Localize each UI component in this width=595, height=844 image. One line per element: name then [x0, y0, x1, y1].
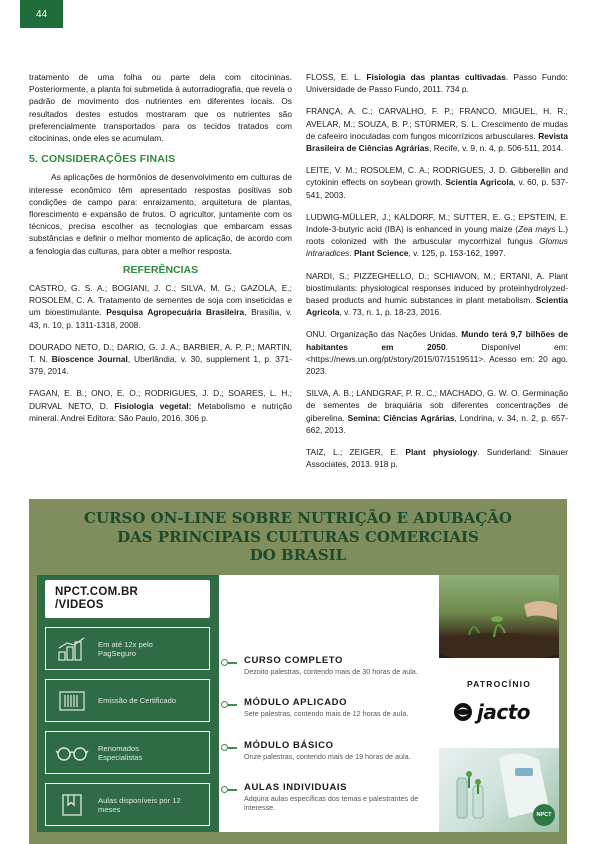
references-title: REFERÊNCIAS — [122, 263, 199, 276]
reference-bold: Fisiologia das plantas cultivadas — [366, 72, 506, 82]
reference-pre: LUDWIG-MÜLLER, J.; KALDORF, M.; SUTTER, E. G.; EPSTEIN, E. Indole-3-butyric acid (IBA) is enhanced in young maize ( — [306, 211, 568, 235]
reference-pre: CASTRO, G. S. A.; BOGIANI, J. C.; SILVA, M. G.; GAZOLA, E.; ROSOLEM, C. A. Tratamento de sementes de soja com inseticidas e um bioestimulante. — [29, 283, 292, 318]
feature-text: Em até 12x pelo PagSeguro — [98, 639, 153, 658]
seedling-photo — [439, 575, 559, 658]
reference-post: . Disponível em: <https://news.un.org/pt/story/2015/07/1519511>. Acesso em: 20 ago. 2023. — [306, 341, 568, 377]
reference-mid: L.) roots colonized with the arbuscular mycorrhizal fungus — [306, 224, 568, 247]
bookmark-icon — [46, 793, 98, 817]
module-title: MÓDULO APLICADO — [244, 697, 348, 708]
reference-post: , v. 60, p. 537-541, 2003. — [306, 177, 568, 200]
course-advertisement[interactable] — [29, 499, 567, 844]
reference-italic2: Glomus intraradices — [306, 236, 568, 259]
intro-paragraph: tratamento de uma folha ou parte dela com citocininas. Posteriormente, a planta foi submetida à autorradiografia, que revela o padrão de movimento dos nutrientes em diferentes locais. Os resultados destes estudos mostraram que os nutrientes são preferencialmente transportados para os tecidos tratados com citocininas, onde eles se acumulam. — [29, 72, 292, 144]
module-description: Adquira aulas específicas dos temas e palestrantes de interesse. — [244, 794, 419, 812]
url-path: /VIDEOS — [55, 599, 104, 611]
ad-title-line: DAS PRINCIPAIS CULTURAS COMERCIAIS — [117, 527, 479, 546]
reference-entry — [306, 387, 568, 436]
feature-text: Aulas disponíveis por 12 meses — [98, 795, 181, 814]
reference-post: , v. 125, p. 153-162, 1997. — [408, 248, 506, 259]
feature-experts — [45, 731, 210, 774]
npct-badge: NPCT — [533, 804, 555, 826]
reference-entry — [306, 270, 568, 319]
right-references-list — [306, 71, 568, 470]
reference-entry — [29, 341, 292, 378]
bullet-circle-icon — [221, 786, 228, 793]
reference-bold: Pesquisa Agropecuária Brasileira — [106, 307, 245, 318]
ad-features-panel — [37, 575, 219, 832]
reference-mid2: . — [349, 248, 354, 259]
reference-post: . Sunderland: Sinauer Associates, 2013. 918 p. — [306, 447, 569, 470]
reference-post: Metabolismo e nutrição mineral. Andrei Editora: São Paulo, 2016. 306 p. — [29, 400, 292, 423]
sponsor-label: PATROCÍNIO — [466, 679, 532, 689]
reference-entry — [306, 446, 568, 470]
ad-title — [29, 509, 567, 565]
reference-pre: DOURADO NETO, D.; DARIO, G. J. A.; BARBIER, A. P. P.; MARTIN, T. N. — [29, 341, 292, 365]
jacto-logo-icon — [453, 702, 473, 722]
reference-pre: ONU. Organização das Nações Unidas. — [306, 329, 462, 340]
feature-text: Renomados Especialistas — [98, 743, 143, 762]
reference-pre: FRANÇA, A. C.; CARVALHO, F. P.; FRANCO, MIGUEL, H. R.; AVELAR, M.; SOUZA, B. P.; STÜRMER, S. L. Crescimento de mudas de cafeeiro inoculadas com fungos micorrízicos arbusculares. — [306, 106, 568, 141]
reference-bold: Scientia Agricola — [445, 177, 514, 188]
reference-entry — [306, 105, 568, 154]
module-title: MÓDULO BÁSICO — [244, 740, 334, 751]
reference-entry — [29, 387, 292, 424]
reference-entry — [306, 211, 568, 260]
reference-post: , Uberlândia, v. 30, supplement 1, p. 371-379, 2014. — [29, 354, 292, 377]
section-title: 5. CONSIDERAÇÕES FINAIS — [29, 153, 176, 166]
feature-text: Emissão de Certificado — [98, 696, 177, 705]
module-description: Sete palestras, contendo mais de 12 horas de aula. — [244, 709, 409, 718]
bullet-connector — [228, 789, 237, 791]
ad-title-line: CURSO ON-LINE SOBRE NUTRIÇÃO E ADUBAÇÃO — [84, 509, 512, 527]
reference-bold: Semina: Ciências Agrárias — [347, 412, 455, 423]
laboratory-photo — [439, 748, 559, 832]
section-body: As aplicações de hormônios de desenvolvimento em culturas de interesse econômico têm apresentado respostas positivas sob condições de campo para: enraizamento, arquitetura de plantas, florescimento e expansão de frutos. O agricultor, juntamente com os técnicos, precisa escolher as tecnologias que embarcam essas substâncias e definir o melhor momento de aplicação, de acordo com a fenologia das culturas, para obter a melhor resposta. — [29, 172, 292, 256]
page-number: 44 — [35, 8, 48, 20]
reference-bold: Bioscence Journal — [51, 354, 128, 365]
bullet-circle-icon — [221, 659, 228, 666]
certificate-icon — [46, 690, 98, 712]
reference-bold: Scientia Agricola — [306, 295, 568, 318]
reference-bold: Plant physiology — [405, 447, 478, 458]
reference-entry — [306, 164, 568, 201]
feature-certificate — [45, 679, 210, 722]
reference-pre: FLOSS, E. L. — [306, 72, 367, 82]
ad-sponsor-panel — [439, 575, 559, 832]
ad-title-line: DO BRASIL — [249, 546, 347, 564]
module-description: Dezoito palestras, contendo mais de 30 horas de aula. — [244, 667, 418, 676]
jacto-logo-text: jacto — [477, 700, 531, 724]
module-title: AULAS INDIVIDUAIS — [244, 782, 348, 793]
glasses-icon — [46, 745, 98, 761]
bullet-connector — [228, 704, 237, 706]
reference-post: , Recife, v. 9, n. 4, p. 506-511, 2014. — [429, 143, 564, 154]
reference-post: , Londrina, v. 34, n. 2, p. 657-662, 2013. — [306, 412, 568, 435]
ad-modules — [221, 575, 439, 832]
reference-pre: NARDI, S.; PIZZEGHELLO, D.; SCHIAVON, M.; ERTANI, A. Plant biostimulants: physiological responses induced by proteinhydrolyzed-based products and humic substances in plant metabolism. — [306, 270, 568, 306]
reference-pre: FAGAN, E. B.; ONO, E. O.; RODRIGUES, J. D.; SOARES, L. H.; DURVAL NETO, D. — [29, 388, 292, 411]
reference-post: . Passo Fundo: Universidade de Passo Fundo, 2011. 734 p. — [306, 72, 568, 95]
website-link[interactable] — [45, 580, 210, 618]
reference-bold: Plant Science — [353, 248, 409, 259]
reference-pre: LEITE, V. M.; ROSOLEM, C. A.; RODRIGUES, J. D. Gibberellin and cytokinin effects on soybean growth. — [306, 165, 568, 188]
bullet-circle-icon — [221, 744, 228, 751]
jacto-logo — [453, 700, 553, 724]
reference-entry — [306, 71, 568, 95]
bullet-connector — [228, 662, 237, 664]
feature-availability — [45, 783, 210, 826]
left-references-list — [29, 282, 292, 424]
reference-bold: Revista Brasileira de Ciências Agrárias — [306, 130, 568, 154]
left-column — [29, 71, 292, 434]
module-title: CURSO COMPLETO — [244, 655, 344, 666]
reference-entry — [306, 328, 568, 377]
reference-italic: Zea mays — [518, 224, 556, 235]
reference-bold: Fisiologia vegetal: — [114, 400, 192, 411]
right-column — [306, 71, 568, 480]
url-text: NPCT.COM.BR — [55, 586, 139, 598]
reference-pre: SILVA, A. B.; LANDGRAF, P. R. C.; MACHADO, G. W. O. Germinação de sementes de braquiária sob diferentes concentrações de giberelina. — [306, 388, 568, 423]
reference-post: , v. 73, n. 1, p. 18-23, 2016. — [339, 307, 442, 318]
reference-entry — [29, 282, 292, 331]
bullet-connector — [228, 747, 237, 749]
bullet-circle-icon — [221, 701, 228, 708]
feature-installments — [45, 627, 210, 670]
module-description: Onze palestras, contendo mais de 19 horas de aula. — [244, 752, 411, 761]
ad-panel — [37, 575, 559, 832]
reference-pre: TAIZ, L.; ZEIGER, E. — [306, 447, 406, 458]
coins-chart-icon — [46, 636, 98, 662]
page-number-tab — [20, 0, 63, 28]
reference-bold: Mundo terá 9,7 bilhões de habitantes em 2050 — [306, 329, 569, 352]
reference-post: , Brasília, v. 43, n. 10, p. 1311-1318, 2008. — [29, 307, 292, 330]
